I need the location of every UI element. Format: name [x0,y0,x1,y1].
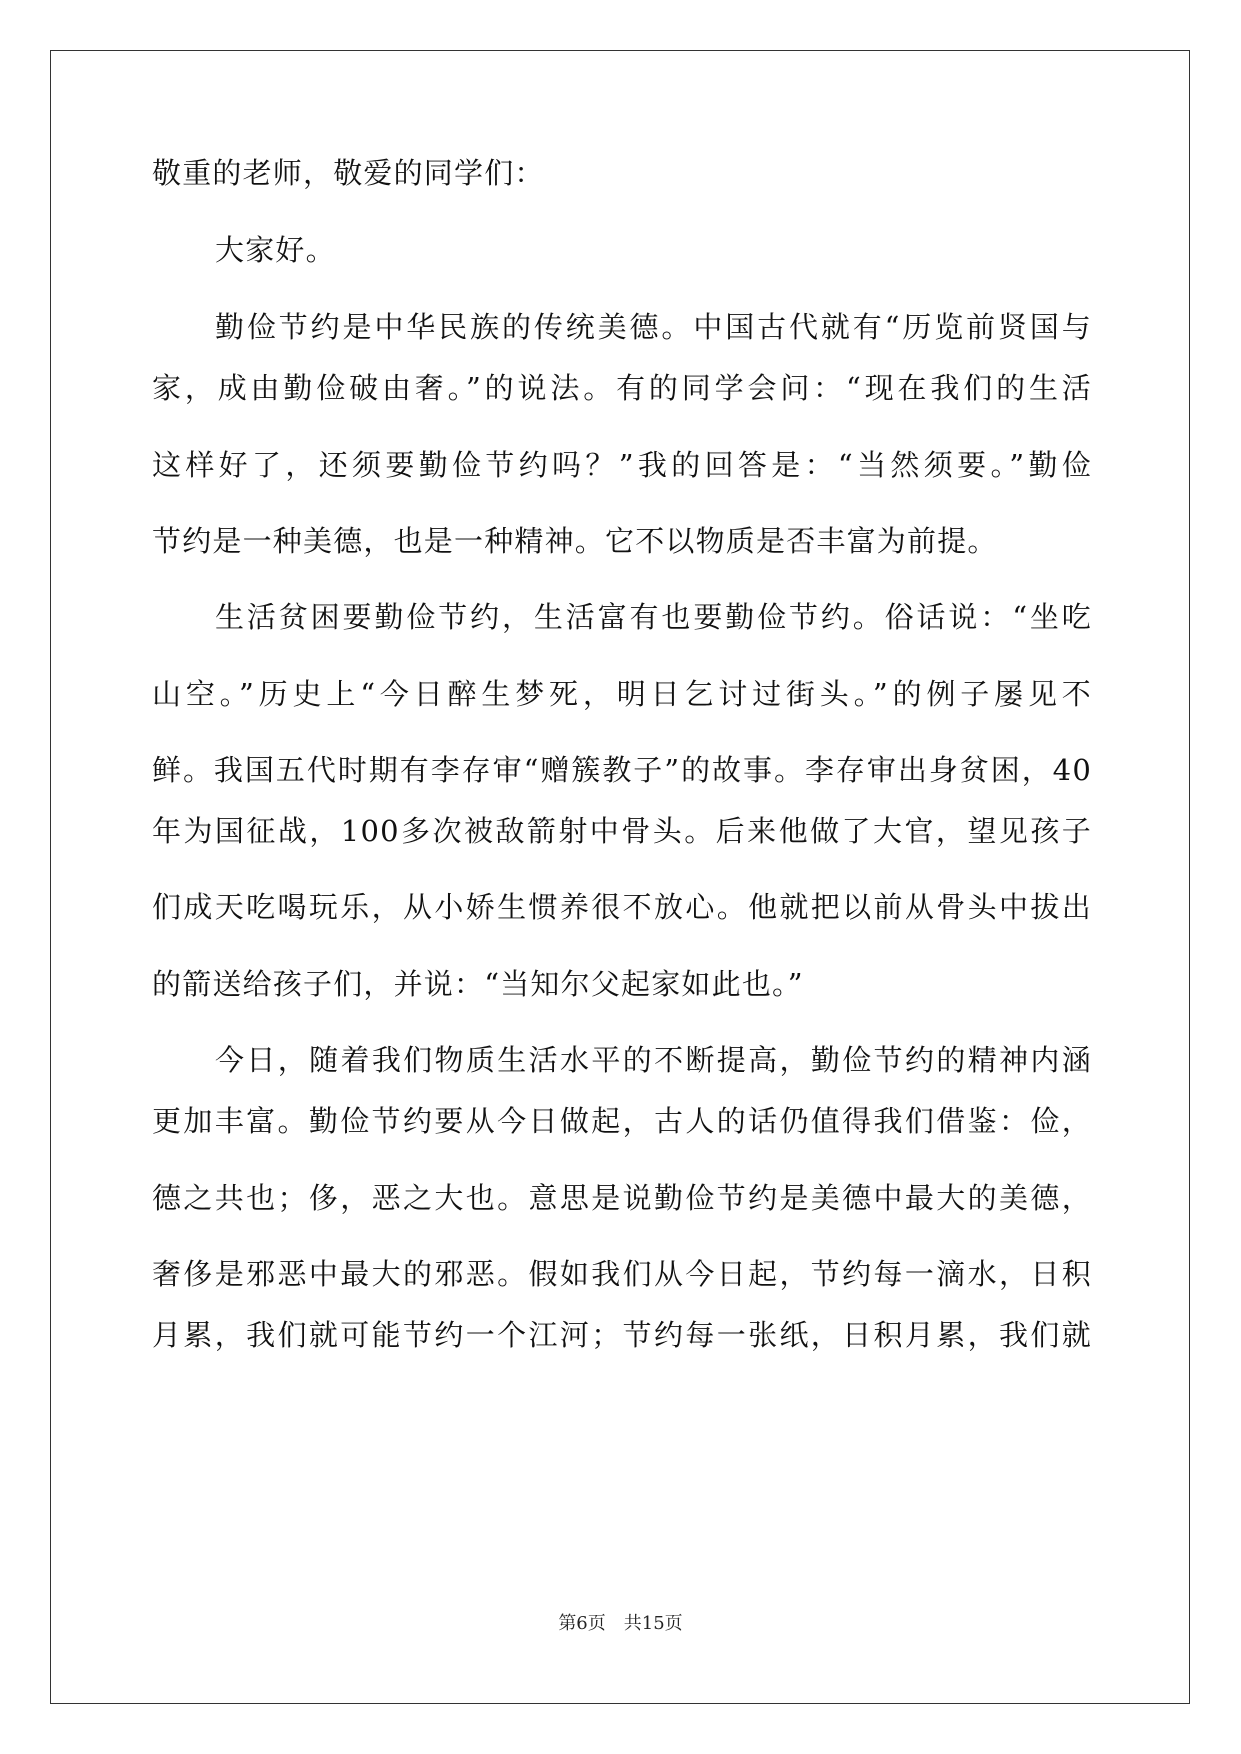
paragraph-3-line-1: 今日，随着我们物质生活水平的不断提高，勤俭节约的精神内涵 [215,1043,1092,1077]
page-total: 共15页 [623,1613,683,1634]
paragraph-2-line-6: 的箭送给孩子们，并说：“当知尔父起家如此也。” [152,967,804,1001]
paragraph-3-line-5: 月累，我们就可能节约一个江河；节约每一张纸，日积月累，我们就 [152,1318,1092,1352]
salutation-line: 敬重的老师，敬爱的同学们： [152,156,545,190]
paragraph-2-line-5: 们成天吃喝玩乐，从小娇生惯养很不放心。他就把以前从骨头中拔出 [152,890,1092,924]
page-border [50,50,1190,1704]
page-number: 第6页 [558,1613,606,1634]
paragraph-2-line-2: 山空。”历史上“今日醉生梦死，明日乞讨过街头。”的例子屡见不 [152,677,1092,711]
paragraph-1-line-2: 家，成由勤俭破由奢。”的说法。有的同学会问：“现在我们的生活 [152,371,1092,405]
paragraph-2-line-1: 生活贫困要勤俭节约，生活富有也要勤俭节约。俗话说：“坐吃 [215,600,1092,634]
paragraph-3-line-3: 德之共也；侈，恶之大也。意思是说勤俭节约是美德中最大的美德， [152,1181,1092,1215]
paragraph-1-line-1: 勤俭节约是中华民族的传统美德。中国古代就有“历览前贤国与 [215,310,1092,344]
greeting-line: 大家好。 [215,233,336,267]
paragraph-2-line-4: 年为国征战，100多次被敌箭射中骨头。后来他做了大官，望见孩子 [152,814,1092,848]
paragraph-3-line-4: 奢侈是邪恶中最大的邪恶。假如我们从今日起，节约每一滴水，日积 [152,1257,1092,1291]
paragraph-3-line-2: 更加丰富。勤俭节约要从今日做起，古人的话仍值得我们借鉴：俭， [152,1104,1092,1138]
page-footer [0,1612,1241,1636]
paragraph-1-line-4: 节约是一种美德，也是一种精神。它不以物质是否丰富为前提。 [152,524,998,558]
paragraph-1-line-3: 这样好了，还须要勤俭节约吗？”我的回答是：“当然须要。”勤俭 [152,448,1092,482]
paragraph-2-line-3: 鲜。我国五代时期有李存审“赠簇教子”的故事。李存审出身贫困，40 [152,753,1092,787]
